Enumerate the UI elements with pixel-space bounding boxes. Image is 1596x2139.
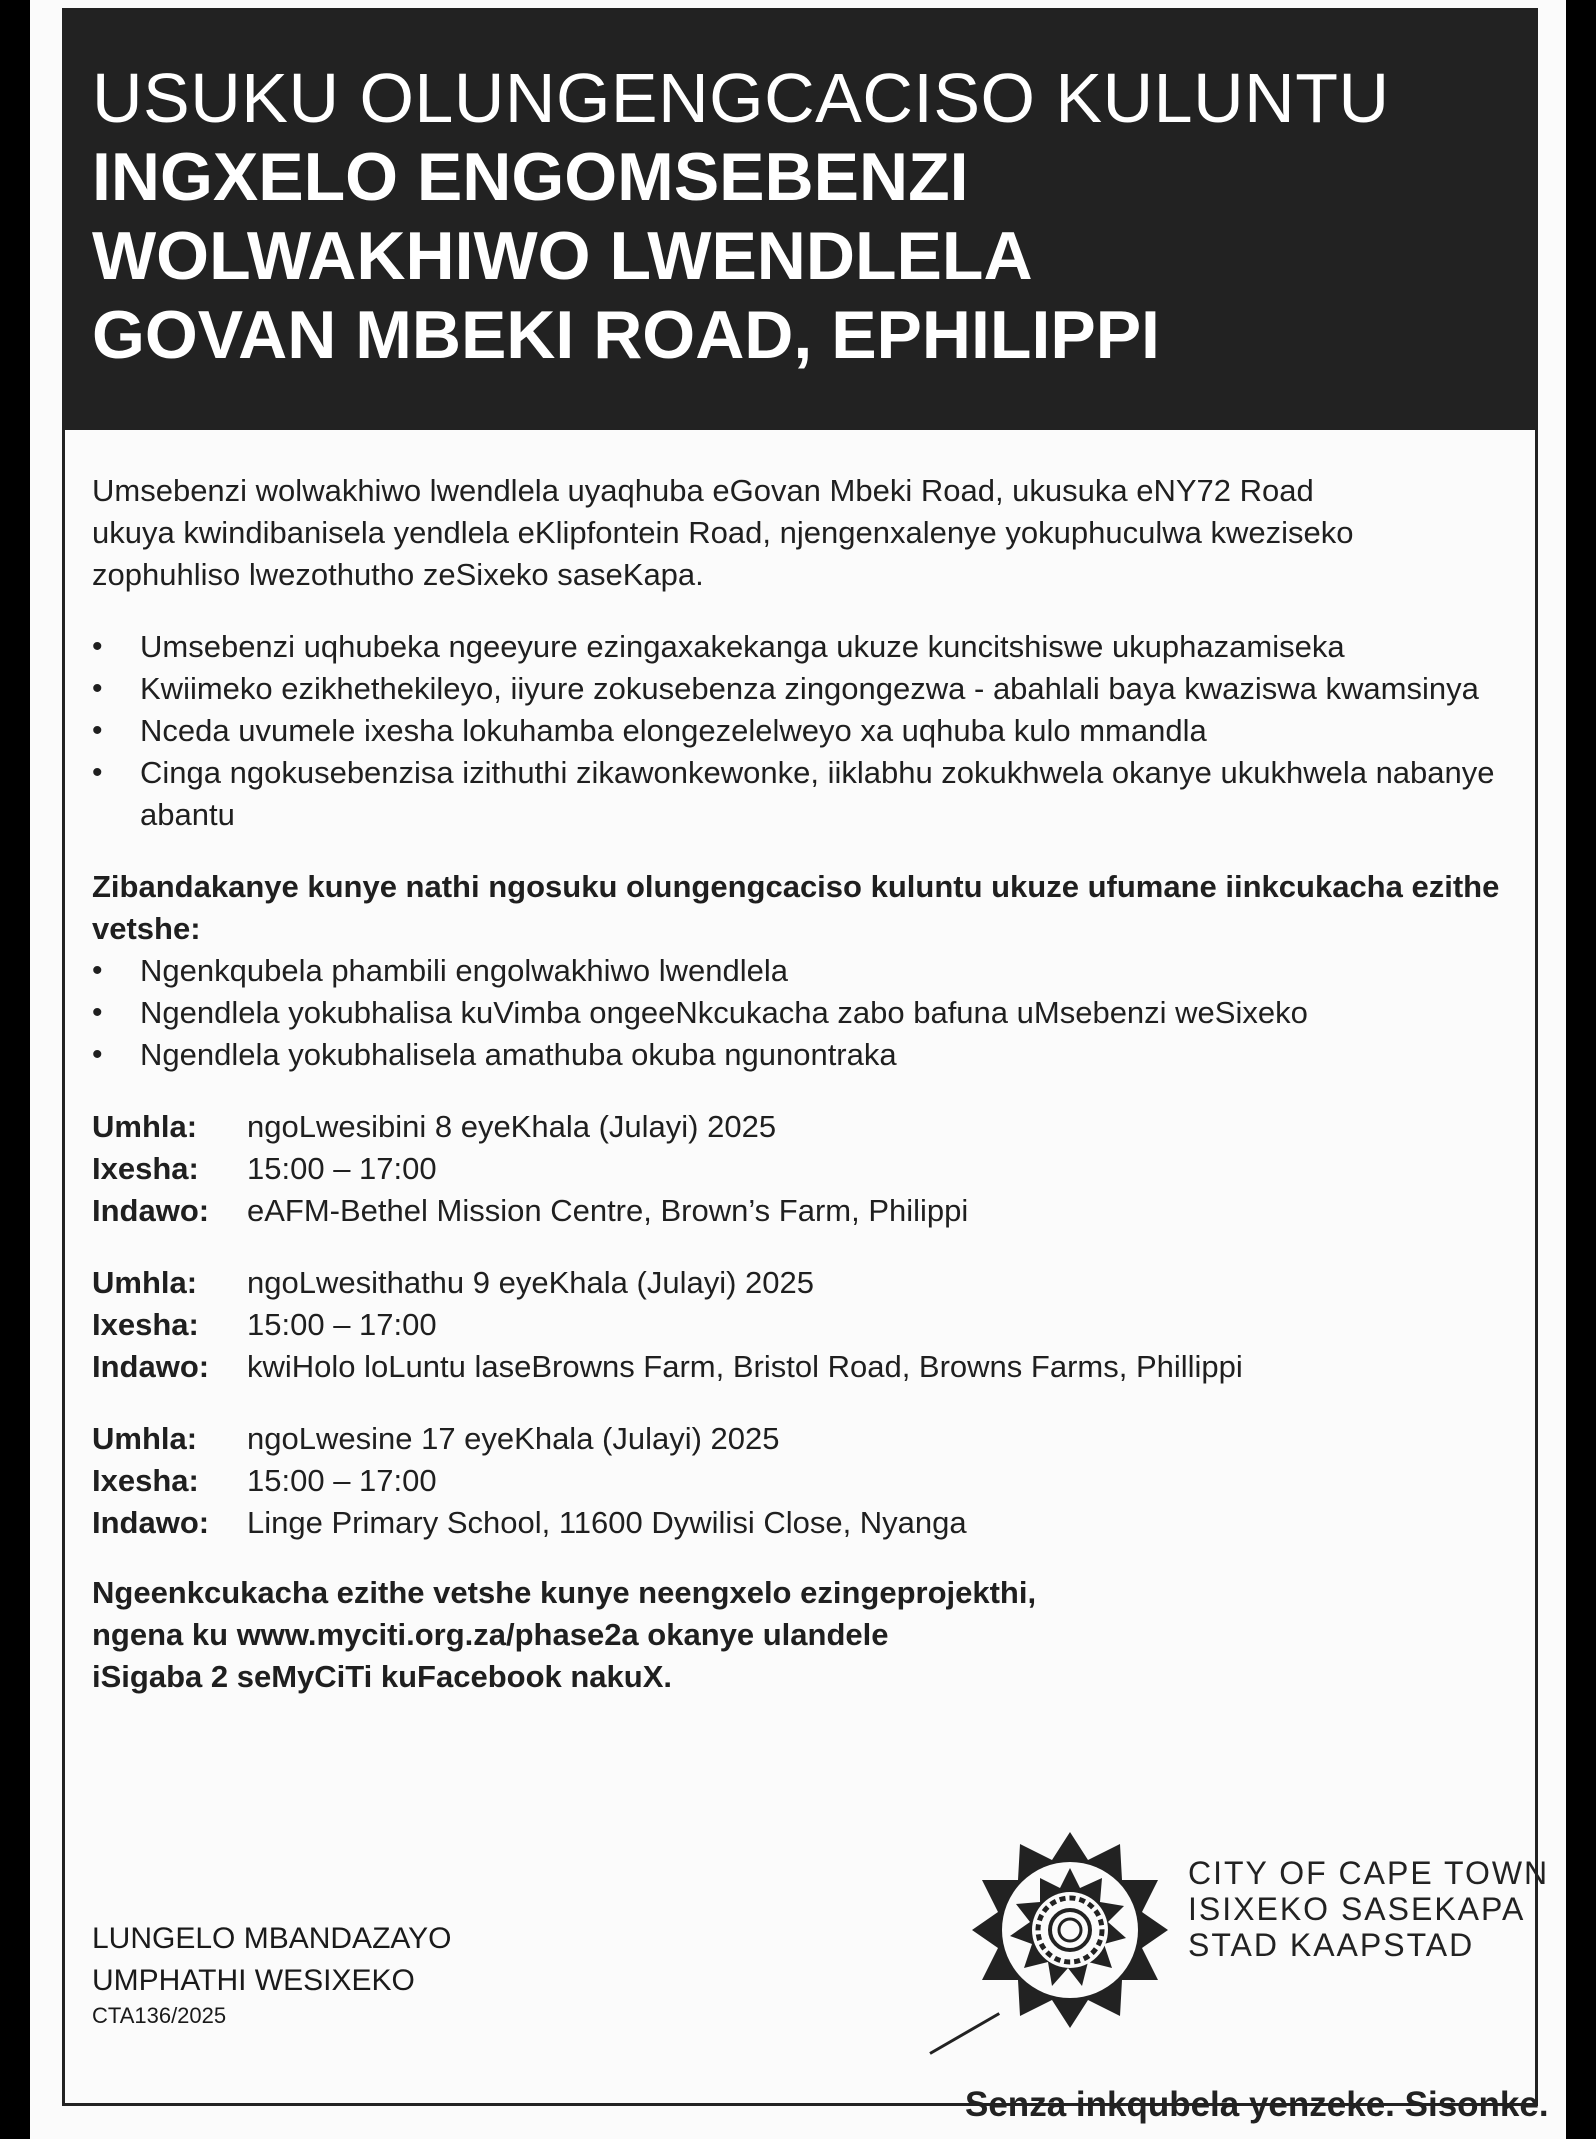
- more-info: [92, 1572, 1512, 1698]
- venue-label: Indawo:: [92, 1193, 210, 1228]
- event-time: 15:00 – 17:00: [247, 1463, 437, 1498]
- slogan: Senza inkqubela yenzeke. Sisonke.: [965, 2085, 1549, 2124]
- event-time: 15:00 – 17:00: [247, 1307, 437, 1342]
- note-item: • Nceda uvumele ixesha lokuhamba elongezelelweyo xa uqhuba kulo mmandla: [92, 710, 1512, 752]
- event-date: ngoLwesine 17 eyeKhala (Julayi) 2025: [247, 1421, 780, 1456]
- invite-item: • Ngenkqubela phambili engolwakhiwo lwendlela: [92, 950, 1512, 992]
- notice-page: [30, 0, 1566, 2139]
- city-name-block: [1188, 1855, 1549, 1963]
- notes-list: [92, 626, 1512, 836]
- event-block-2: [92, 1262, 1512, 1388]
- invite-item: • Ngendlela yokubhalisela amathuba okuba ngunontraka: [92, 1034, 1512, 1076]
- event-time: 15:00 – 17:00: [247, 1151, 437, 1186]
- date-label: Umhla:: [92, 1265, 198, 1300]
- invite-heading: Zibandakanye kunye nathi ngosuku olungengcaciso kuluntu ukuze ufumane iinkcukacha ezithe vetshe:: [92, 869, 1500, 946]
- signatory-title: UMPHATHI WESIXEKO: [92, 1964, 415, 1997]
- header-title-line-1: USUKU OLUNGENGCACISO KULUNTU: [92, 59, 1390, 137]
- signatory-name: LUNGELO MBANDAZAYO: [92, 1922, 452, 1955]
- invite-list: [92, 950, 1512, 1076]
- note-item: • Umsebenzi uqhubeka ngeeyure ezingaxakekanga ukuze kuncitshiswe ukuphazamiseka: [92, 626, 1512, 668]
- intro-line-3: zophuhliso lwezothutho zeSixeko saseKapa.: [92, 557, 704, 592]
- date-label: Umhla:: [92, 1109, 198, 1144]
- city-name-english: CITY OF CAPE TOWN: [1188, 1855, 1550, 1891]
- more-info-line-2: ngena ku www.myciti.org.za/phase2a okanye ulandele: [92, 1617, 889, 1652]
- note-item: • Kwiimeko ezikhethekileyo, iiyure zokusebenza zingongezwa - abahlali baya kwaziswa kwamsinya: [92, 668, 1512, 710]
- time-label: Ixesha:: [92, 1307, 199, 1342]
- event-date: ngoLwesithathu 9 eyeKhala (Julayi) 2025: [247, 1265, 814, 1300]
- city-name-xhosa: ISIXEKO SASEKAPA: [1188, 1891, 1526, 1927]
- header-title-line-4: GOVAN MBEKI ROAD, EPHILIPPI: [92, 297, 1160, 373]
- more-info-line-3: iSigaba 2 seMyCiTi kuFacebook nakuX.: [92, 1659, 673, 1694]
- intro-line-2: ukuya kwindibanisela yendlela eKlipfontein Road, njengenxalenye yokuphuculwa kweziseko: [92, 515, 1354, 550]
- more-info-line-1: Ngeenkcukacha ezithe vetshe kunye neengxelo ezingeprojekthi,: [92, 1575, 1037, 1610]
- intro-line-1: Umsebenzi wolwakhiwo lwendlela uyaqhuba eGovan Mbeki Road, ukusuka eNY72 Road: [92, 473, 1314, 508]
- notice-header: [62, 8, 1538, 430]
- header-title-line-3: WOLWAKHIWO LWENDLELA: [92, 218, 1033, 294]
- reference-code: CTA136/2025: [92, 2003, 227, 2028]
- event-date: ngoLwesibini 8 eyeKhala (Julayi) 2025: [247, 1109, 777, 1144]
- date-label: Umhla:: [92, 1421, 198, 1456]
- time-label: Ixesha:: [92, 1151, 199, 1186]
- invite-item: • Ngendlela yokubhalisa kuVimba ongeeNkcukacha zabo bafuna uMsebenzi weSixeko: [92, 992, 1512, 1034]
- city-of-cape-town-logo-icon: [970, 1830, 1170, 2030]
- header-title-line-2: INGXELO ENGOMSEBENZI: [92, 139, 969, 215]
- venue-label: Indawo:: [92, 1505, 210, 1540]
- note-item: • Cinga ngokusebenzisa izithuthi zikawonkewonke, iiklabhu zokukhwela okanye ukukhwela nabanye abantu: [92, 752, 1512, 836]
- event-venue: Linge Primary School, 11600 Dywilisi Close, Nyanga: [247, 1505, 967, 1540]
- signature-block: [92, 1918, 452, 2030]
- notice-body: [92, 470, 1512, 1698]
- event-block-3: [92, 1418, 1512, 1544]
- venue-label: Indawo:: [92, 1349, 210, 1384]
- event-venue: kwiHolo loLuntu laseBrowns Farm, Bristol Road, Browns Farms, Phillippi: [247, 1349, 1243, 1384]
- time-label: Ixesha:: [92, 1463, 199, 1498]
- event-block-1: [92, 1106, 1512, 1232]
- intro-paragraph: [92, 470, 1512, 596]
- city-name-afrikaans: STAD KAAPSTAD: [1188, 1927, 1475, 1963]
- event-venue: eAFM-Bethel Mission Centre, Brown’s Farm, Philippi: [247, 1193, 969, 1228]
